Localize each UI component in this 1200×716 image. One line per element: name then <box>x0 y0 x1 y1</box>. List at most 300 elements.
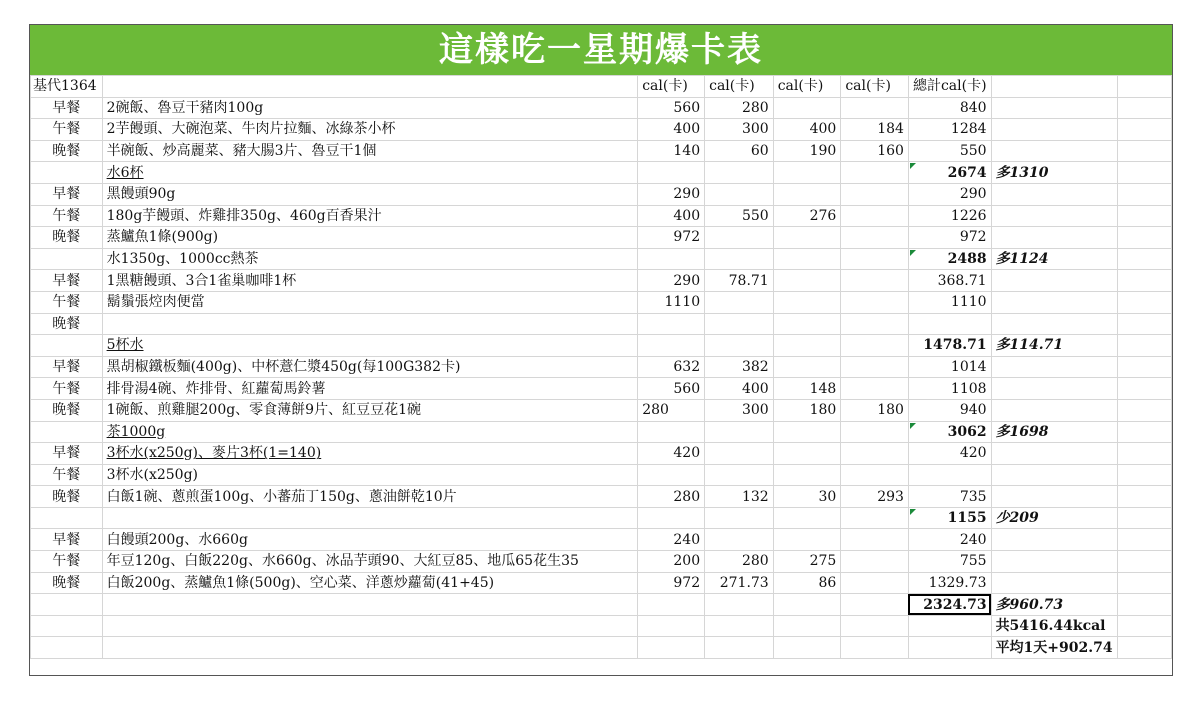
meal-cell[interactable]: 晚餐 <box>31 140 103 162</box>
calorie-cell[interactable] <box>841 378 909 400</box>
cell-comment-flag-icon <box>910 163 916 169</box>
food-description-cell[interactable]: 蒸鱸魚1條(900g) <box>102 227 638 249</box>
difference-note-cell[interactable] <box>991 551 1117 573</box>
calorie-cell[interactable]: 400 <box>705 378 774 400</box>
calorie-cell[interactable] <box>841 356 909 378</box>
daily-total-value: 2488 <box>947 251 987 268</box>
calorie-cell[interactable]: 1110 <box>638 291 705 313</box>
daily-total-cell[interactable] <box>908 421 991 443</box>
empty-cell[interactable] <box>1117 378 1171 400</box>
daily-total-cell[interactable] <box>908 270 991 292</box>
table-row <box>31 615 1172 637</box>
daily-total-value: 1014 <box>950 359 987 376</box>
difference-note-cell[interactable]: 多1124 <box>991 248 1117 270</box>
meal-cell[interactable]: 午餐 <box>31 205 103 227</box>
calorie-cell[interactable]: 200 <box>638 551 705 573</box>
food-description-cell[interactable]: 2芋饅頭、大碗泡菜、牛肉片拉麵、冰綠茶小杯 <box>102 119 638 141</box>
table-row <box>31 507 1172 529</box>
daily-total-cell[interactable] <box>908 140 991 162</box>
spreadsheet-frame <box>29 24 1173 676</box>
meal-cell[interactable]: 早餐 <box>31 529 103 551</box>
daily-total-value: 2674 <box>947 164 987 181</box>
daily-total-value: 3062 <box>947 423 987 440</box>
difference-note-cell[interactable] <box>991 183 1117 205</box>
food-description-cell[interactable] <box>102 443 638 465</box>
empty-cell[interactable] <box>1117 615 1171 637</box>
calorie-cell[interactable] <box>705 162 774 184</box>
daily-total-value: 420 <box>959 445 987 462</box>
meal-cell[interactable]: 晚餐 <box>31 572 103 594</box>
col-header-total[interactable]: 總計cal(卡) <box>908 76 991 98</box>
empty-cell[interactable] <box>1117 335 1171 357</box>
meal-cell[interactable] <box>31 248 103 270</box>
calorie-cell[interactable]: 30 <box>773 486 841 508</box>
meal-cell[interactable]: 早餐 <box>31 443 103 465</box>
empty-cell[interactable] <box>1117 140 1171 162</box>
calorie-cell[interactable]: 280 <box>638 486 705 508</box>
daily-total-cell[interactable] <box>908 119 991 141</box>
daily-total-value: 755 <box>959 553 987 570</box>
calorie-cell[interactable]: 300 <box>705 399 774 421</box>
difference-note-cell[interactable]: 多1310 <box>991 162 1117 184</box>
meal-cell[interactable]: 午餐 <box>31 378 103 400</box>
food-description-cell[interactable]: 黑胡椒鐵板麵(400g)、中杯薏仁漿450g(每100G382卡) <box>102 356 638 378</box>
empty-cell[interactable] <box>1117 291 1171 313</box>
food-description-cell[interactable] <box>102 637 638 659</box>
food-description-cell[interactable]: 180g芋饅頭、炸雞排350g、460g百香果汁 <box>102 205 638 227</box>
difference-note-cell[interactable] <box>991 270 1117 292</box>
meal-cell[interactable]: 早餐 <box>31 356 103 378</box>
daily-total-cell[interactable] <box>908 486 991 508</box>
daily-total-cell[interactable] <box>908 464 991 486</box>
empty-cell[interactable] <box>1117 594 1171 616</box>
calorie-cell[interactable] <box>638 507 705 529</box>
daily-total-cell[interactable] <box>908 97 991 119</box>
empty-cell[interactable] <box>1117 356 1171 378</box>
calorie-cell[interactable]: 184 <box>841 119 909 141</box>
table-row <box>31 443 1172 465</box>
calorie-cell[interactable]: 632 <box>638 356 705 378</box>
calorie-cell[interactable]: 972 <box>638 227 705 249</box>
calorie-cell[interactable]: 290 <box>638 270 705 292</box>
header-row <box>31 76 1172 98</box>
meal-cell[interactable]: 午餐 <box>31 464 103 486</box>
calorie-cell[interactable] <box>773 507 841 529</box>
difference-note-cell[interactable] <box>991 464 1117 486</box>
difference-note-cell[interactable] <box>991 119 1117 141</box>
empty-cell[interactable] <box>1117 270 1171 292</box>
difference-note-cell[interactable] <box>991 140 1117 162</box>
col-header-cal-4[interactable]: cal(卡) <box>841 76 909 98</box>
calorie-cell[interactable] <box>705 637 774 659</box>
daily-total-value: 1110 <box>950 294 987 311</box>
meal-cell[interactable]: 午餐 <box>31 551 103 573</box>
calorie-cell[interactable] <box>841 183 909 205</box>
calorie-table <box>30 75 1172 659</box>
empty-cell[interactable] <box>1117 421 1171 443</box>
food-description-cell[interactable] <box>102 335 638 357</box>
calorie-cell[interactable] <box>773 162 841 184</box>
empty-cell[interactable] <box>1117 313 1171 335</box>
calorie-cell[interactable] <box>773 313 841 335</box>
table-row <box>31 529 1172 551</box>
food-description-cell[interactable]: 排骨湯4碗、炸排骨、紅蘿蔔馬鈴薯 <box>102 378 638 400</box>
calorie-cell[interactable] <box>705 529 774 551</box>
calorie-cell[interactable] <box>773 615 841 637</box>
meal-cell[interactable]: 早餐 <box>31 270 103 292</box>
daily-total-value: 840 <box>959 99 987 116</box>
calorie-cell[interactable] <box>638 421 705 443</box>
calorie-cell[interactable] <box>773 291 841 313</box>
table-row <box>31 205 1172 227</box>
food-description-cell[interactable] <box>102 615 638 637</box>
difference-note-cell[interactable] <box>991 486 1117 508</box>
food-description-cell[interactable] <box>102 313 638 335</box>
difference-note-cell[interactable]: 多960.73 <box>991 594 1117 616</box>
empty-cell[interactable] <box>1117 507 1171 529</box>
calorie-cell[interactable] <box>841 162 909 184</box>
calorie-cell[interactable]: 972 <box>638 572 705 594</box>
daily-total-cell[interactable] <box>908 356 991 378</box>
food-description-cell[interactable]: 年豆120g、白飯220g、水660g、冰品芋頭90、大紅豆85、地瓜65花生35 <box>102 551 638 573</box>
table-row <box>31 140 1172 162</box>
food-description-cell[interactable] <box>102 507 638 529</box>
calorie-cell[interactable] <box>773 97 841 119</box>
daily-total-cell[interactable] <box>908 248 991 270</box>
difference-note-cell[interactable]: 多1698 <box>991 421 1117 443</box>
daily-total-value: 1155 <box>947 510 987 527</box>
calorie-cell[interactable] <box>841 227 909 249</box>
calorie-cell[interactable] <box>705 335 774 357</box>
daily-total-cell[interactable] <box>908 183 991 205</box>
daily-total-value: 1226 <box>950 207 987 224</box>
calorie-cell[interactable] <box>841 421 909 443</box>
food-description-cell[interactable] <box>102 421 638 443</box>
calorie-cell[interactable] <box>705 507 774 529</box>
sheet-title-banner: 這樣吃一星期爆卡表 <box>30 25 1172 75</box>
calorie-cell[interactable] <box>705 313 774 335</box>
table-row <box>31 291 1172 313</box>
calorie-cell[interactable]: 400 <box>638 119 705 141</box>
cell-comment-flag-icon <box>910 250 916 256</box>
calorie-cell[interactable] <box>773 529 841 551</box>
col-header-cal-2[interactable]: cal(卡) <box>705 76 774 98</box>
daily-total-value: 240 <box>959 531 987 548</box>
food-description-cell[interactable]: 鬍鬚張焢肉便當 <box>102 291 638 313</box>
meal-cell[interactable]: 早餐 <box>31 183 103 205</box>
base-metabolism-cell[interactable]: 基代1364 <box>31 76 103 98</box>
empty-cell[interactable] <box>1117 399 1171 421</box>
food-description-cell[interactable] <box>102 594 638 616</box>
calorie-cell[interactable] <box>841 594 909 616</box>
calorie-cell[interactable]: 420 <box>638 443 705 465</box>
table-row <box>31 464 1172 486</box>
table-row <box>31 270 1172 292</box>
calorie-cell[interactable] <box>773 270 841 292</box>
daily-total-value: 1108 <box>950 380 987 397</box>
calorie-cell[interactable] <box>773 248 841 270</box>
cell-comment-flag-icon <box>910 423 916 429</box>
empty-cell[interactable] <box>1117 464 1171 486</box>
calorie-cell[interactable] <box>841 97 909 119</box>
daily-total-cell[interactable] <box>908 291 991 313</box>
daily-total-value: 550 <box>959 143 987 160</box>
calorie-cell[interactable] <box>773 594 841 616</box>
meal-cell[interactable]: 晚餐 <box>31 486 103 508</box>
table-row <box>31 399 1172 421</box>
calorie-cell[interactable]: 300 <box>705 119 774 141</box>
daily-total-cell[interactable] <box>908 572 991 594</box>
calorie-cell[interactable]: 276 <box>773 205 841 227</box>
table-row <box>31 248 1172 270</box>
col-header-cal-3[interactable]: cal(卡) <box>773 76 841 98</box>
calorie-cell[interactable] <box>638 464 705 486</box>
difference-note-cell[interactable]: 平均1天+902.74 <box>991 637 1117 659</box>
calorie-cell[interactable] <box>841 443 909 465</box>
food-description-cell[interactable]: 水1350g、1000cc熱茶 <box>102 248 638 270</box>
table-row <box>31 637 1172 659</box>
food-description-cell[interactable]: 1黑糖饅頭、3合1雀巢咖啡1杯 <box>102 270 638 292</box>
calorie-cell[interactable]: 560 <box>638 378 705 400</box>
header-extra-cell[interactable] <box>991 76 1117 98</box>
food-description-cell[interactable]: 3杯水(x250g) <box>102 464 638 486</box>
calorie-cell[interactable] <box>705 248 774 270</box>
difference-note-cell[interactable] <box>991 443 1117 465</box>
calorie-cell[interactable] <box>841 529 909 551</box>
calorie-cell[interactable]: 382 <box>705 356 774 378</box>
daily-total-cell[interactable] <box>908 615 991 637</box>
meal-cell[interactable]: 早餐 <box>31 97 103 119</box>
meal-cell[interactable] <box>31 162 103 184</box>
calorie-cell[interactable]: 293 <box>841 486 909 508</box>
difference-note-cell[interactable]: 共5416.44kcal <box>991 615 1117 637</box>
difference-note-cell[interactable] <box>991 205 1117 227</box>
food-description-cell[interactable]: 1碗飯、煎雞腿200g、零食薄餅9片、紅豆豆花1碗 <box>102 399 638 421</box>
calorie-cell[interactable]: 275 <box>773 551 841 573</box>
calorie-cell[interactable] <box>841 205 909 227</box>
difference-note-cell[interactable]: 少209 <box>991 507 1117 529</box>
calorie-cell[interactable] <box>638 637 705 659</box>
table-row <box>31 183 1172 205</box>
calorie-cell[interactable] <box>841 637 909 659</box>
calorie-cell[interactable]: 560 <box>638 97 705 119</box>
table-row <box>31 551 1172 573</box>
food-description-cell[interactable]: 白飯1碗、蔥煎蛋100g、小蕃茄丁150g、蔥油餅乾10片 <box>102 486 638 508</box>
empty-cell[interactable] <box>1117 183 1171 205</box>
food-description-cell[interactable]: 黑饅頭90g <box>102 183 638 205</box>
calorie-cell[interactable]: 180 <box>773 399 841 421</box>
calorie-cell[interactable]: 78.71 <box>705 270 774 292</box>
daily-total-cell[interactable] <box>908 443 991 465</box>
daily-total-value: 1478.71 <box>923 337 987 354</box>
difference-note-cell[interactable] <box>991 313 1117 335</box>
calorie-cell[interactable] <box>773 637 841 659</box>
daily-total-value: 940 <box>959 402 987 419</box>
calorie-cell[interactable]: 400 <box>773 119 841 141</box>
calorie-cell[interactable]: 60 <box>705 140 774 162</box>
daily-total-cell[interactable] <box>908 399 991 421</box>
calorie-cell[interactable]: 550 <box>705 205 774 227</box>
calorie-cell[interactable] <box>638 335 705 357</box>
meal-cell[interactable] <box>31 615 103 637</box>
table-row <box>31 356 1172 378</box>
meal-cell[interactable] <box>31 335 103 357</box>
calorie-cell[interactable] <box>705 227 774 249</box>
difference-note-cell[interactable] <box>991 529 1117 551</box>
empty-cell[interactable] <box>1117 572 1171 594</box>
calorie-cell[interactable]: 180 <box>841 399 909 421</box>
calorie-cell[interactable] <box>638 594 705 616</box>
food-description-cell[interactable] <box>102 162 638 184</box>
food-description-cell[interactable]: 半碗飯、炒高麗菜、豬大腸3片、魯豆干1個 <box>102 140 638 162</box>
calorie-cell[interactable]: 132 <box>705 486 774 508</box>
meal-cell[interactable]: 晚餐 <box>31 227 103 249</box>
table-row <box>31 486 1172 508</box>
meal-cell[interactable]: 午餐 <box>31 119 103 141</box>
calorie-cell[interactable] <box>638 313 705 335</box>
food-description-cell[interactable]: 白飯200g、蒸鱸魚1條(500g)、空心菜、洋蔥炒蘿蔔(41+45) <box>102 572 638 594</box>
calorie-cell[interactable]: 86 <box>773 572 841 594</box>
calorie-cell[interactable] <box>841 313 909 335</box>
daily-total-value: 735 <box>959 488 987 505</box>
calorie-cell[interactable]: 280 <box>705 551 774 573</box>
meal-cell[interactable] <box>31 507 103 529</box>
meal-cell[interactable] <box>31 594 103 616</box>
daily-total-cell[interactable] <box>908 507 991 529</box>
calorie-cell[interactable] <box>841 572 909 594</box>
empty-cell[interactable] <box>1117 529 1171 551</box>
empty-cell[interactable] <box>1117 205 1171 227</box>
calorie-cell[interactable] <box>773 183 841 205</box>
table-row <box>31 421 1172 443</box>
table-row <box>31 335 1172 357</box>
difference-note-cell[interactable] <box>991 572 1117 594</box>
col-header-cal-1[interactable]: cal(卡) <box>638 76 705 98</box>
empty-cell[interactable] <box>1117 162 1171 184</box>
calorie-cell[interactable] <box>705 464 774 486</box>
calorie-cell[interactable] <box>705 183 774 205</box>
daily-total-cell[interactable] <box>908 162 991 184</box>
food-description-cell[interactable]: 白饅頭200g、水660g <box>102 529 638 551</box>
daily-total-cell[interactable] <box>908 551 991 573</box>
empty-cell[interactable] <box>1117 119 1171 141</box>
food-description-text: 茶1000g <box>106 423 166 440</box>
calorie-cell[interactable]: 290 <box>638 183 705 205</box>
table-row <box>31 594 1172 616</box>
empty-cell[interactable] <box>1117 486 1171 508</box>
difference-note-cell[interactable] <box>991 378 1117 400</box>
calorie-cell[interactable]: 240 <box>638 529 705 551</box>
daily-total-cell[interactable] <box>908 313 991 335</box>
daily-total-cell[interactable] <box>908 529 991 551</box>
calorie-cell[interactable]: 280 <box>638 399 705 421</box>
daily-total-cell[interactable] <box>908 378 991 400</box>
calorie-cell[interactable] <box>841 464 909 486</box>
empty-cell[interactable] <box>1117 227 1171 249</box>
meal-cell[interactable] <box>31 637 103 659</box>
calorie-cell[interactable]: 280 <box>705 97 774 119</box>
calorie-cell[interactable] <box>841 551 909 573</box>
empty-cell[interactable] <box>1117 551 1171 573</box>
daily-total-value: 972 <box>959 229 987 246</box>
daily-total-cell[interactable] <box>908 594 991 616</box>
meal-cell[interactable] <box>31 421 103 443</box>
daily-total-value: 2324.73 <box>923 596 987 613</box>
calorie-cell[interactable] <box>841 615 909 637</box>
empty-cell[interactable] <box>1117 443 1171 465</box>
food-description-text: 5杯水 <box>106 337 144 354</box>
meal-cell[interactable]: 午餐 <box>31 291 103 313</box>
calorie-cell[interactable]: 148 <box>773 378 841 400</box>
calorie-cell[interactable] <box>841 248 909 270</box>
daily-total-cell[interactable] <box>908 335 991 357</box>
calorie-cell[interactable]: 400 <box>638 205 705 227</box>
calorie-cell[interactable] <box>841 270 909 292</box>
empty-cell[interactable] <box>1117 97 1171 119</box>
daily-total-value: 368.71 <box>937 272 987 289</box>
header-blank-cell[interactable] <box>102 76 638 98</box>
calorie-cell[interactable] <box>773 227 841 249</box>
empty-cell[interactable] <box>1117 248 1171 270</box>
daily-total-cell[interactable] <box>908 227 991 249</box>
daily-total-cell[interactable] <box>908 637 991 659</box>
calorie-cell[interactable] <box>638 162 705 184</box>
food-description-cell[interactable]: 2碗飯、魯豆干豬肉100g <box>102 97 638 119</box>
calorie-cell[interactable] <box>841 291 909 313</box>
calorie-cell[interactable] <box>638 615 705 637</box>
header-extra-cell[interactable] <box>1117 76 1171 98</box>
calorie-cell[interactable] <box>773 335 841 357</box>
meal-cell[interactable]: 晚餐 <box>31 399 103 421</box>
calorie-cell[interactable] <box>773 421 841 443</box>
food-description-text: 水6杯 <box>106 164 144 181</box>
calorie-cell[interactable] <box>705 291 774 313</box>
calorie-cell[interactable] <box>638 248 705 270</box>
calorie-cell[interactable] <box>705 615 774 637</box>
daily-total-value: 1284 <box>950 121 987 138</box>
difference-note-cell[interactable] <box>991 97 1117 119</box>
difference-note-cell[interactable]: 多114.71 <box>991 335 1117 357</box>
calorie-cell[interactable] <box>705 421 774 443</box>
difference-note-cell[interactable] <box>991 227 1117 249</box>
daily-total-value: 290 <box>959 186 987 203</box>
meal-cell[interactable]: 晚餐 <box>31 313 103 335</box>
table-row <box>31 313 1172 335</box>
calorie-cell[interactable]: 190 <box>773 140 841 162</box>
calorie-cell[interactable] <box>705 594 774 616</box>
food-description-text: 3杯水(x250g)、麥片3杯(1=140) <box>106 445 322 462</box>
calorie-cell[interactable] <box>841 335 909 357</box>
daily-total-cell[interactable] <box>908 205 991 227</box>
difference-note-cell[interactable] <box>991 399 1117 421</box>
difference-note-cell[interactable] <box>991 291 1117 313</box>
table-row <box>31 162 1172 184</box>
empty-cell[interactable] <box>1117 637 1171 659</box>
table-row <box>31 227 1172 249</box>
difference-note-cell[interactable] <box>991 356 1117 378</box>
calorie-cell[interactable] <box>773 464 841 486</box>
calorie-cell[interactable]: 271.73 <box>705 572 774 594</box>
calorie-cell[interactable] <box>841 507 909 529</box>
calorie-cell[interactable] <box>773 443 841 465</box>
calorie-cell[interactable]: 160 <box>841 140 909 162</box>
table-row <box>31 572 1172 594</box>
calorie-cell[interactable] <box>773 356 841 378</box>
calorie-cell[interactable] <box>705 443 774 465</box>
cell-comment-flag-icon <box>910 509 916 515</box>
calorie-cell[interactable]: 140 <box>638 140 705 162</box>
table-row <box>31 378 1172 400</box>
